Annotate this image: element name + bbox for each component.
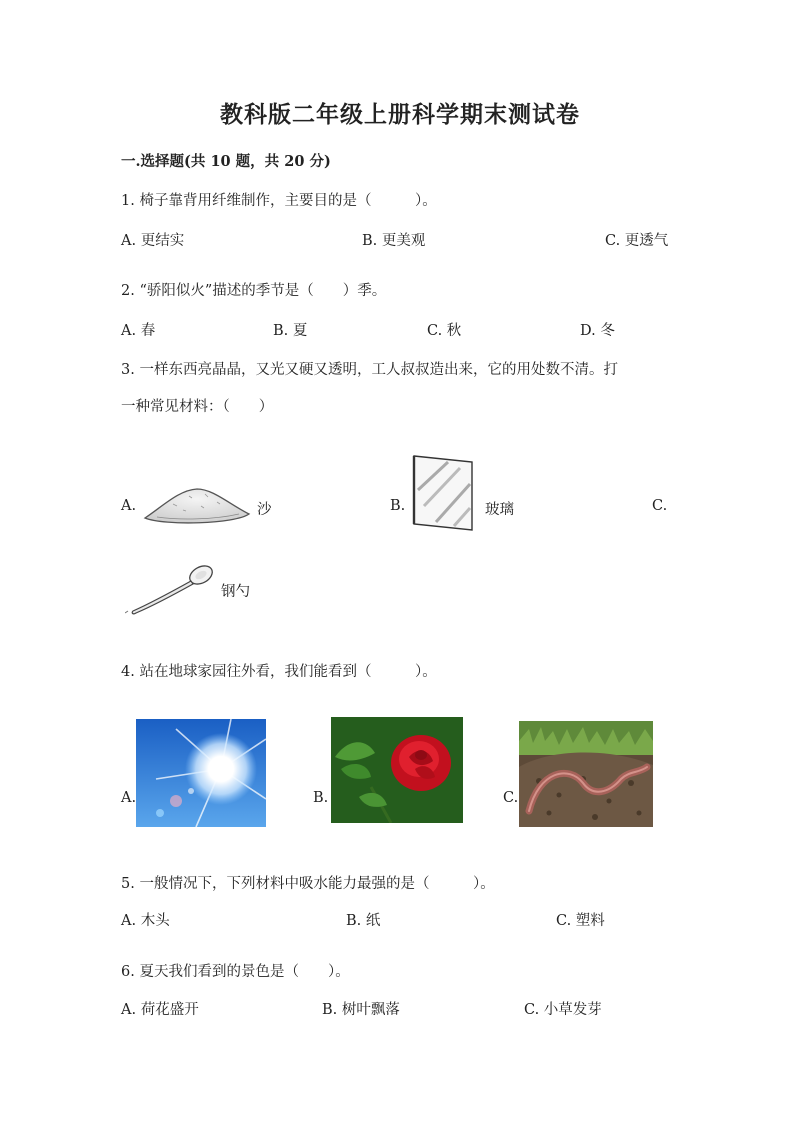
question-6-stem: 6. 夏天我们看到的景色是（ ）。 bbox=[121, 964, 350, 980]
question-3-option-b-letter[interactable]: B. bbox=[390, 498, 406, 514]
glass-pane-image bbox=[410, 454, 476, 534]
question-5-option-c[interactable]: C. 塑料 bbox=[556, 913, 605, 929]
question-3-option-b-label: 玻璃 bbox=[485, 502, 514, 518]
question-4-option-a[interactable]: A. bbox=[121, 790, 137, 806]
question-2-stem: 2. “骄阳似火”描述的季节是（ ）季。 bbox=[121, 283, 387, 299]
question-2-option-d[interactable]: D. 冬 bbox=[580, 323, 615, 339]
question-4-stem: 4. 站在地球家园往外看，我们能看到（ ）。 bbox=[121, 664, 437, 680]
sun-image bbox=[136, 719, 266, 827]
question-2-option-a[interactable]: A. 春 bbox=[121, 323, 156, 339]
steel-spoon-image bbox=[125, 561, 217, 617]
page-title: 教科版二年级上册科学期末测试卷 bbox=[220, 101, 580, 128]
section-heading: 一.选择题(共 10 题，共 20 分) bbox=[121, 153, 331, 170]
question-6-option-b[interactable]: B. 树叶飘落 bbox=[322, 1002, 400, 1018]
question-1-option-c[interactable]: C. 更透气 bbox=[605, 233, 669, 249]
question-3-option-c-label: 钢勺 bbox=[221, 584, 250, 600]
question-1-stem: 1. 椅子靠背用纤维制作，主要目的是（ ）。 bbox=[121, 193, 437, 209]
sand-pile-image bbox=[143, 484, 251, 526]
question-3-option-a-label: 沙 bbox=[257, 502, 272, 518]
question-1-option-b[interactable]: B. 更美观 bbox=[362, 233, 426, 249]
question-2-option-b[interactable]: B. 夏 bbox=[273, 323, 308, 339]
question-6-option-c[interactable]: C. 小草发芽 bbox=[524, 1002, 602, 1018]
question-5-stem: 5. 一般情况下，下列材料中吸水能力最强的是（ ）。 bbox=[121, 876, 495, 892]
question-5-option-a[interactable]: A. 木头 bbox=[121, 913, 170, 929]
question-6-option-a[interactable]: A. 荷花盛开 bbox=[121, 1002, 199, 1018]
question-4-option-b[interactable]: B. bbox=[313, 790, 329, 806]
question-3-stem-line2: 一种常见材料：（ ） bbox=[121, 399, 274, 415]
question-2-option-c[interactable]: C. 秋 bbox=[427, 323, 462, 339]
question-3-option-a-letter[interactable]: A. bbox=[121, 498, 137, 514]
question-3-option-c-letter[interactable]: C. bbox=[652, 498, 668, 514]
rose-image bbox=[331, 717, 463, 823]
question-4-option-c[interactable]: C. bbox=[503, 790, 519, 806]
earthworm-image bbox=[519, 721, 653, 827]
question-5-option-b[interactable]: B. 纸 bbox=[346, 913, 381, 929]
question-1-option-a[interactable]: A. 更结实 bbox=[121, 233, 185, 249]
question-3-stem-line1: 3. 一样东西亮晶晶，又光又硬又透明，工人叔叔造出来，它的用处数不清。打 bbox=[121, 362, 618, 378]
